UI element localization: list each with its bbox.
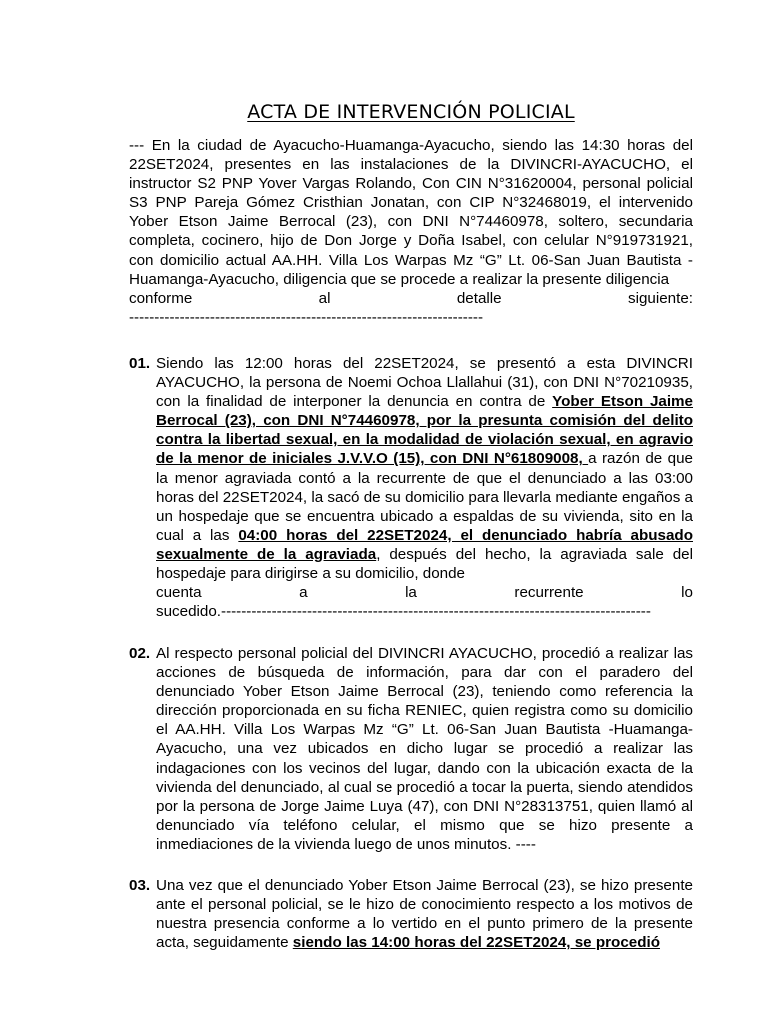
intro-word: detalle bbox=[456, 289, 502, 307]
intro-dashes: ---------------------------------------------------------------------- bbox=[129, 308, 484, 326]
item-number-02: 02. bbox=[129, 645, 151, 662]
item-01-text-continued: a razón de que la menor agraviada contó a la recurrente de que el denunciado a las 03:00 horas del 22SET2024, la sacó de su domicilio para llevarla mediante engaños a un hospedaje que se encuentra ubicado a espaldas de su vivienda, sito en la cual a las bbox=[156, 450, 693, 544]
item-03-highlight: siendo las 14:00 horas del 22SET2024, se procedió bbox=[292, 934, 660, 952]
intro-word: siguiente: bbox=[627, 289, 693, 307]
item-paragraph-03 bbox=[156, 876, 693, 952]
intro-last-line bbox=[129, 289, 693, 308]
item-01-last-line bbox=[156, 583, 693, 602]
item-number-01: 01. bbox=[129, 355, 151, 372]
intro-text: --- En la ciudad de Ayacucho-Huamanga-Ayacucho, siendo las 14:30 horas del 22SET2024, presentes en las instalaciones de la DIVINCRI-AYACUCHO, el instructor S2 PNP Yover Vargas Rolando, Con CIN N°31620004, personal policial S3 PNP Pareja Gómez Cristhian Jonatan, con CIP N°32468019, el intervenido Yober Etson Jaime Berrocal (23), con DNI N°74460978, soltero, secundaria completa, cocinero, hijo de Don Jorge y Doña Isabel, con celular N°919731921, con domicilio actual AA.HH. Villa Los Warpas Mz “G” Lt. 06-San Juan Bautista - Huamanga-Ayacucho, diligencia que se procede a realizar la presente diligencia bbox=[129, 137, 693, 288]
item-01-highlight-accused: Yober Etson Jaime Berrocal (23), con DNI N°74460978, por la presunta comisión del delito contra la libertad sexual, en la modalidad de violación sexual, en agravio de la menor de iniciales J.V.V.O (15), con DNI N°61809008, bbox=[156, 393, 694, 468]
item-01-word: la bbox=[405, 584, 417, 602]
item-paragraph-02: Al respecto personal policial del DIVINCRI AYACUCHO, procedió a realizar las acciones de búsqueda de información, para dar con el paradero del denunciado Yober Etson Jaime Berrocal (23), teniendo como referencia la dirección proporcionada en su ficha RENIEC, quien registra como su domicilio el AA.HH. Villa Los Warpas Mz “G” Lt. 06-San Juan Bautista -Huamanga-Ayacucho, una vez ubicados en dicho lugar se procedió a realizar las indagaciones con los vecinos del lugar, dando con la ubicación exacta de la vivienda del denunciado, al cual se procedió a tocar la puerta, siendo atendidos por la persona de Jorge Jaime Luya (47), con DNI N°28313751, quien llamó al denunciado vía teléfono celular, el mismo que se hizo presente a inmediaciones de la vivienda luego de unos minutos. ---- bbox=[156, 645, 693, 853]
item-01-highlight-event: 04:00 horas del 22SET2024, el denunciado habría abusado sexualmente de la agraviada bbox=[156, 526, 693, 563]
item-01-word: lo bbox=[681, 584, 693, 602]
item-01-word: recurrente bbox=[514, 584, 584, 602]
item-01-word: a bbox=[299, 584, 308, 602]
item-paragraph-01 bbox=[156, 354, 693, 621]
intro-word: conforme bbox=[129, 289, 193, 307]
document-title: ACTA DE INTERVENCIÓN POLICIAL bbox=[247, 101, 575, 123]
item-number-03: 03. bbox=[129, 877, 151, 894]
intro-word: al bbox=[318, 289, 331, 307]
item-01-ending: sucedido.------------------------------------------------------------------------------------- bbox=[156, 603, 651, 621]
item-03-text: Una vez que el denunciado Yober Etson Jaime Berrocal (23), se hizo presente ante el personal policial, se le hizo de conocimiento respecto a los motivos de nuestra presencia conforme a lo vertido en el punto primero de la presente acta, seguidamente bbox=[156, 877, 693, 952]
item-01-word: cuenta bbox=[156, 584, 202, 602]
intro-paragraph bbox=[129, 136, 693, 327]
item-01-text-end: , después del hecho, la agraviada sale del hospedaje para dirigirse a su domicilio, donde bbox=[156, 545, 694, 583]
item-01-text: Siendo las 12:00 horas del 22SET2024, se presentó a esta DIVINCRI AYACUCHO, la persona de Noemi Ochoa Llallahui (31), con DNI N°70210935, con la finalidad de interponer la denuncia en contra de bbox=[156, 355, 693, 411]
